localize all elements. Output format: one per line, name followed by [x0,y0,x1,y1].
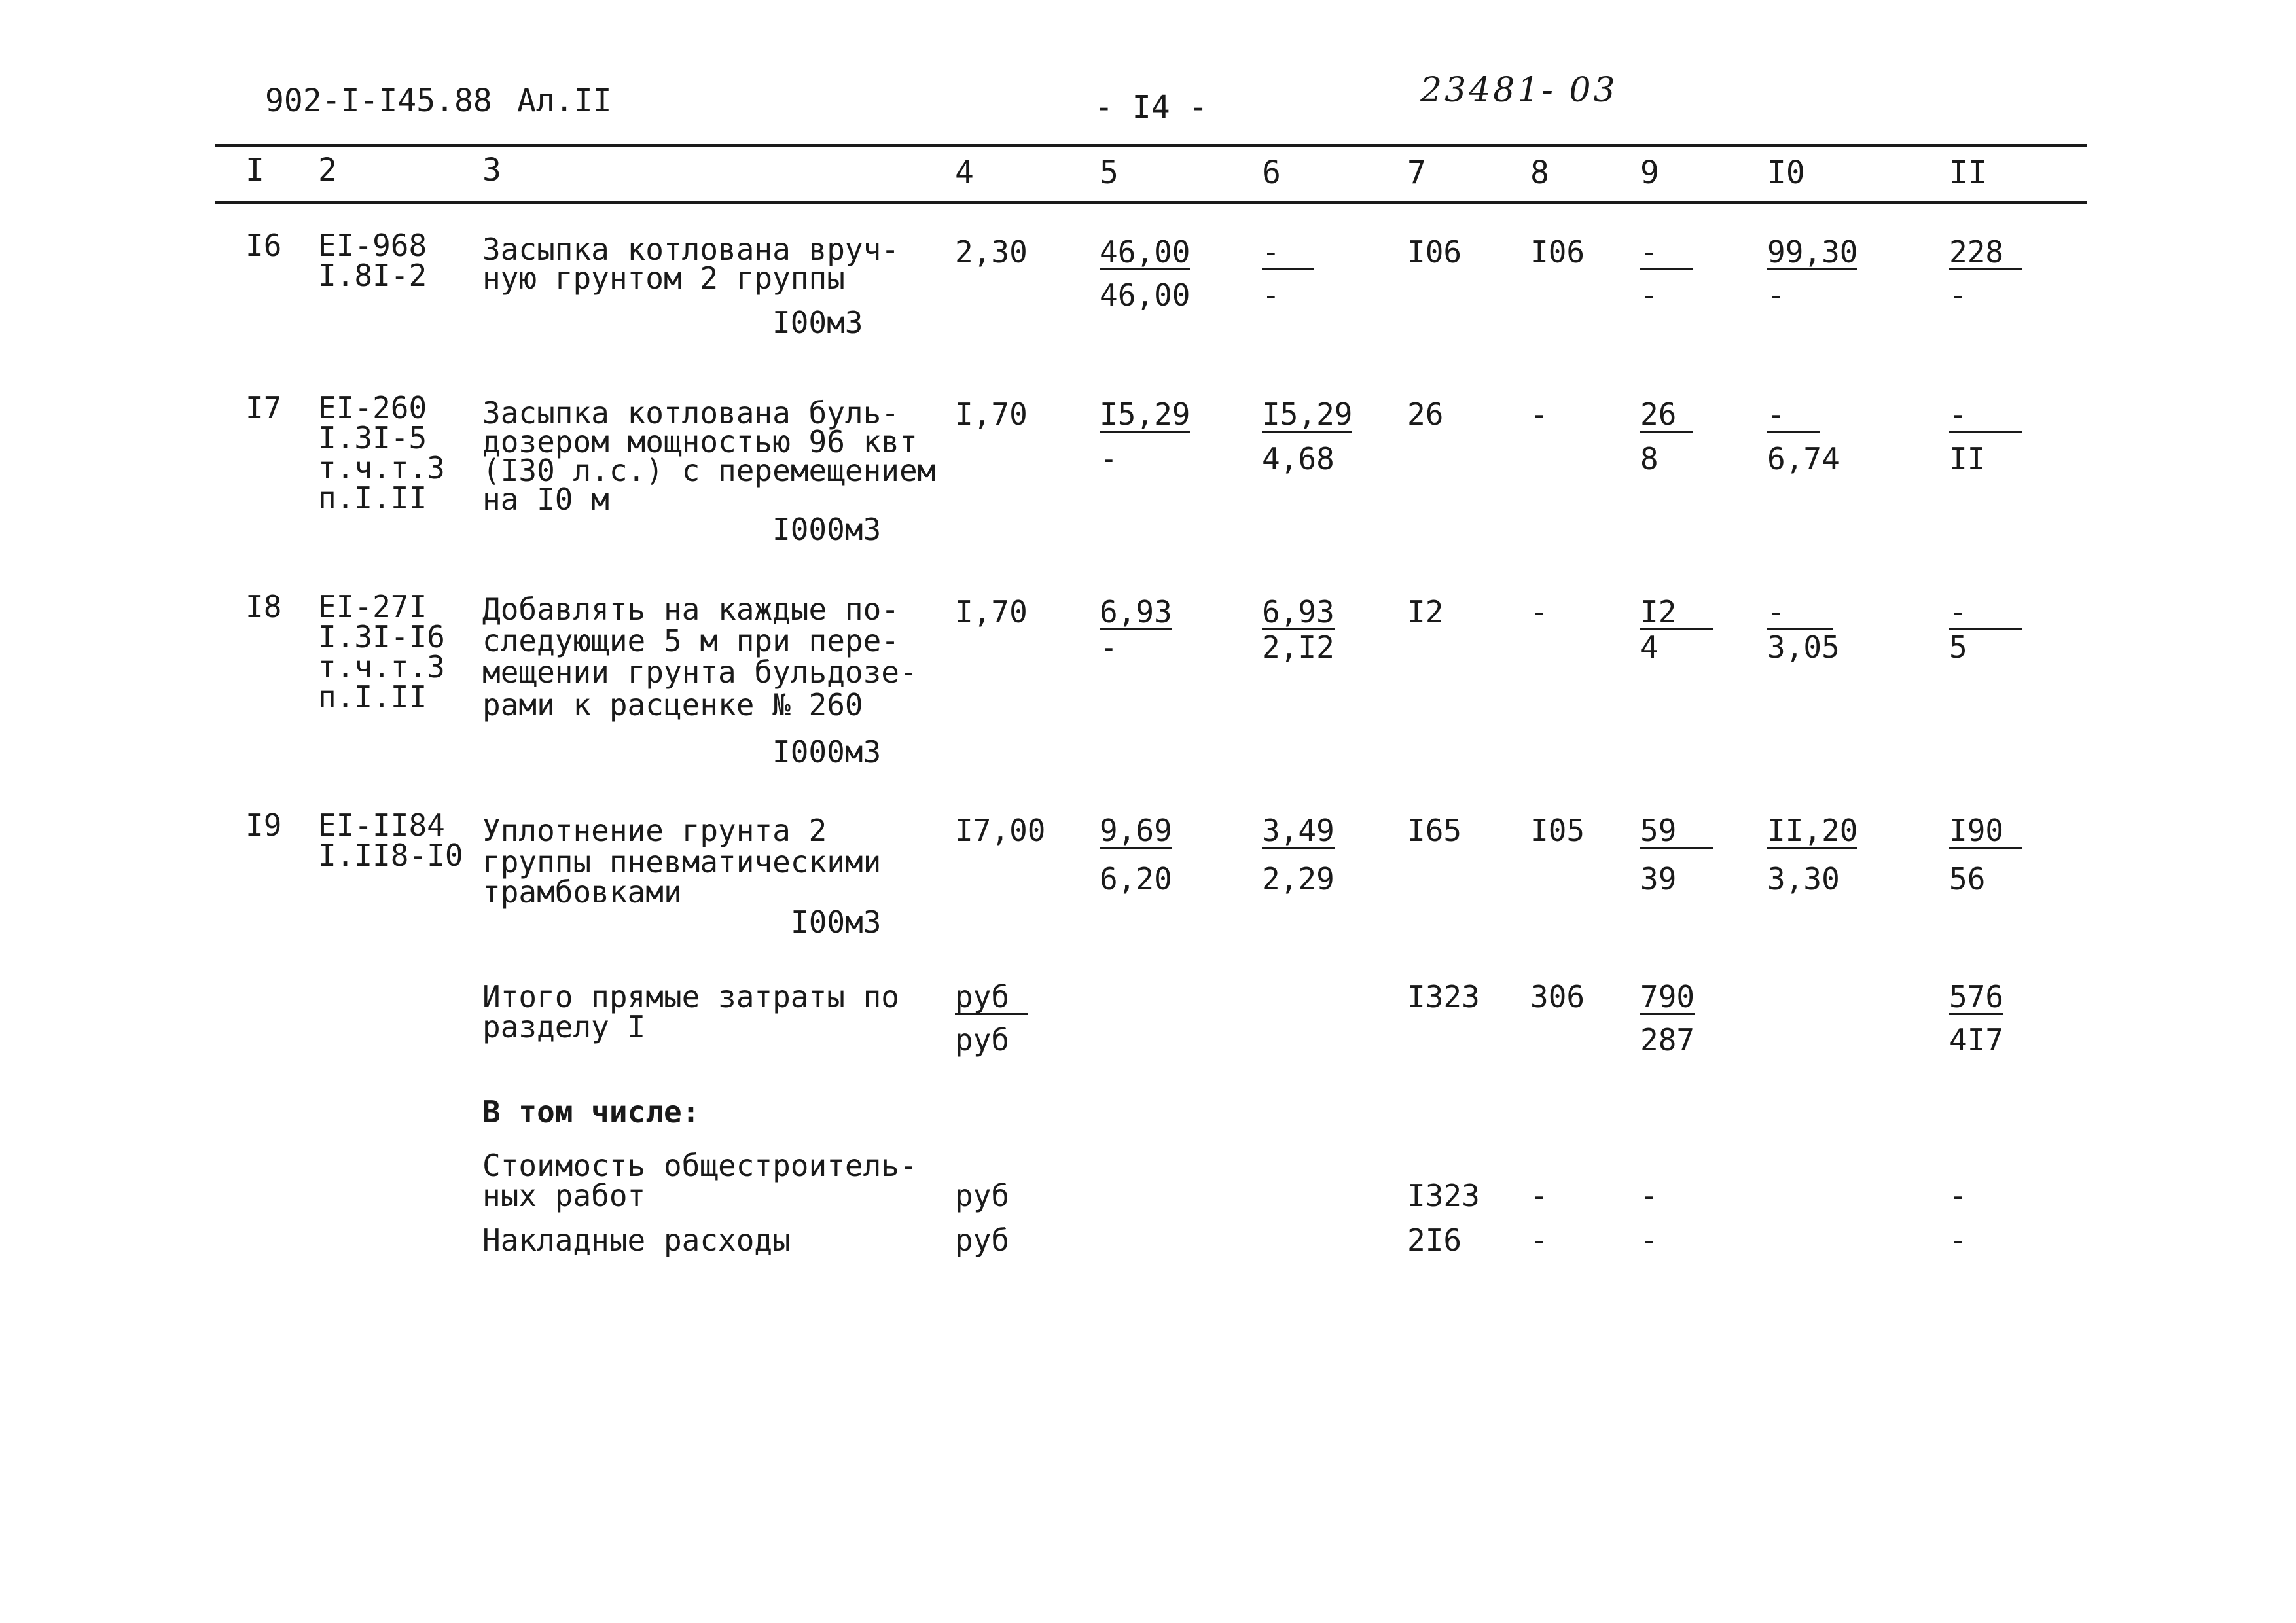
unit-cost-machine-wage: - [1262,277,1280,313]
totals-cost: I323 [1407,979,1480,1014]
unit-cost-machine-wage: 2,29 [1262,861,1335,897]
norm-code: I.3I-I6 [318,619,445,654]
including-item-machine: - [1640,1178,1659,1213]
norm-code: п.I.II [318,480,427,516]
work-description: Засыпка котлована вруч- [482,232,899,267]
work-description: ную грунтом 2 группы [482,260,845,296]
work-description: дозером мощностью 96 квт [482,424,918,459]
norm-code: EI-II84 [318,808,445,843]
totals-unit: руб [955,982,1028,1015]
work-description: (I30 л.с.) с перемещением [482,453,936,488]
unit-cost-machine: - [1262,237,1314,270]
page-number: - I4 - [1094,89,1208,126]
unit-cost-machine: I5,29 [1262,397,1353,432]
unit-cost-total: 6,93 [1100,594,1172,630]
totals-machine-wage: 287 [1640,1022,1695,1058]
totals-labor-machinist: 4I7 [1949,1022,2004,1058]
norm-code: п.I.II [318,679,427,715]
total-machine-wage: 8 [1640,441,1659,476]
labor-total: - [1949,597,2022,630]
norm-code: I.II8-I0 [318,838,463,873]
totals-label: Итого прямые затраты по [482,979,899,1014]
quantity: I,70 [955,594,1028,630]
labor-per-unit-machinist: 6,74 [1767,441,1840,476]
column-header: I [245,152,264,188]
column-header: 4 [955,154,974,191]
labor-per-unit: - [1767,399,1820,433]
quantity: I,70 [955,397,1028,432]
quantity: 2,30 [955,234,1028,270]
work-description: Уплотнение грунта 2 [482,813,827,848]
labor-total: - [1949,399,2022,433]
total-wage: I05 [1530,813,1585,848]
norm-code: I.3I-5 [318,420,427,455]
norm-code: EI-968 [318,228,427,263]
total-machine: 26 [1640,399,1693,433]
measure-unit: I00м3 [791,904,882,940]
row-number: I6 [245,228,282,263]
table-top-rule [215,144,2087,147]
unit-cost-wage: - [1100,441,1118,476]
measure-unit: I00м3 [772,305,863,340]
work-description: группы пневматическими [482,844,882,880]
including-item-cost: 2I6 [1407,1222,1462,1258]
including-item-wage: - [1530,1178,1549,1213]
total-wage: - [1530,594,1549,630]
labor-total-machinist: 5 [1949,630,1967,665]
totals-label: разделу I [482,1009,646,1044]
unit-cost-total: 9,69 [1100,813,1172,848]
norm-code: EI-260 [318,390,427,425]
row-number: I8 [245,589,282,624]
labor-per-unit: II,20 [1767,813,1858,848]
row-number: I9 [245,808,282,843]
unit-cost-machine: 3,49 [1262,813,1335,848]
including-item-labor: - [1949,1222,1967,1258]
including-item-wage: - [1530,1222,1549,1258]
total-machine: - [1640,237,1693,270]
work-description: на I0 м [482,482,609,517]
including-item-unit: руб [955,1178,1010,1213]
total-machine-wage: 39 [1640,861,1677,897]
norm-code: т.ч.т.3 [318,649,445,685]
work-description: Засыпка котлована буль- [482,395,899,431]
document-code: 902-I-I45.88 [265,82,492,119]
total-cost: 26 [1407,397,1444,432]
labor-per-unit-machinist: 3,05 [1767,630,1840,665]
column-header: 3 [482,152,501,188]
including-item-labor: - [1949,1178,1967,1213]
including-item-label: ных работ [482,1178,646,1213]
column-header: 8 [1530,154,1549,191]
unit-cost-wage: 6,20 [1100,861,1172,897]
unit-cost-total: I5,29 [1100,397,1191,432]
norm-code: EI-27I [318,589,427,624]
row-number: I7 [245,390,282,425]
table-header-rule [215,201,2087,204]
work-description: следующие 5 м при пере- [482,623,899,658]
labor-total-machinist: - [1949,277,1967,313]
totals-machine: 790 [1640,979,1695,1014]
column-header: 5 [1100,154,1119,191]
labor-per-unit: 99,30 [1767,234,1858,270]
column-header: II [1949,154,1987,191]
column-header: 2 [318,152,337,188]
including-item-machine: - [1640,1222,1659,1258]
column-header: 6 [1262,154,1281,191]
totals-wage: 306 [1530,979,1585,1014]
labor-per-unit-machinist: - [1767,277,1785,313]
unit-cost-machine-wage: 2,I2 [1262,630,1335,665]
labor-total-machinist: 56 [1949,861,1986,897]
total-cost: I65 [1407,813,1462,848]
totals-labor: 576 [1949,979,2004,1014]
norm-code: I.8I-2 [318,258,427,293]
unit-cost-wage: 46,00 [1100,277,1191,313]
work-description: трамбовками [482,874,682,910]
labor-total: I90 [1949,815,2022,849]
including-item-cost: I323 [1407,1178,1480,1213]
labor-per-unit: - [1767,597,1833,630]
labor-total: 228 [1949,237,2022,270]
total-machine-wage: - [1640,277,1659,313]
labor-total-machinist: II [1949,441,1986,476]
total-machine-wage: 4 [1640,630,1659,665]
measure-unit: I000м3 [772,734,882,770]
including-item-label: Накладные расходы [482,1222,791,1258]
quantity: I7,00 [955,813,1046,848]
measure-unit: I000м3 [772,512,882,547]
column-header: 9 [1640,154,1659,191]
norm-code: т.ч.т.3 [318,450,445,486]
total-wage: - [1530,397,1549,432]
inventory-number: 23481- 03 [1420,71,1618,110]
unit-cost-machine: 6,93 [1262,594,1335,630]
including-item-unit: руб [955,1222,1010,1258]
column-header: I0 [1767,154,1805,191]
sheet-label: Ал.II [517,82,612,119]
total-wage: I06 [1530,234,1585,270]
unit-cost-total: 46,00 [1100,234,1191,270]
work-description: Добавлять на каждые по- [482,592,899,627]
unit-cost-machine-wage: 4,68 [1262,441,1335,476]
work-description: рами к расценке № 260 [482,687,863,722]
work-description: мещении грунта бульдозе- [482,654,918,690]
total-cost: I06 [1407,234,1462,270]
totals-unit: руб [955,1022,1010,1058]
total-cost: I2 [1407,594,1444,630]
including-item-label: Стоимость общестроитель- [482,1148,918,1183]
labor-per-unit-machinist: 3,30 [1767,861,1840,897]
including-label: В том числе: [482,1094,700,1130]
total-machine: 59 [1640,815,1713,849]
unit-cost-wage: - [1100,630,1118,665]
column-header: 7 [1407,154,1426,191]
total-machine: I2 [1640,597,1713,630]
